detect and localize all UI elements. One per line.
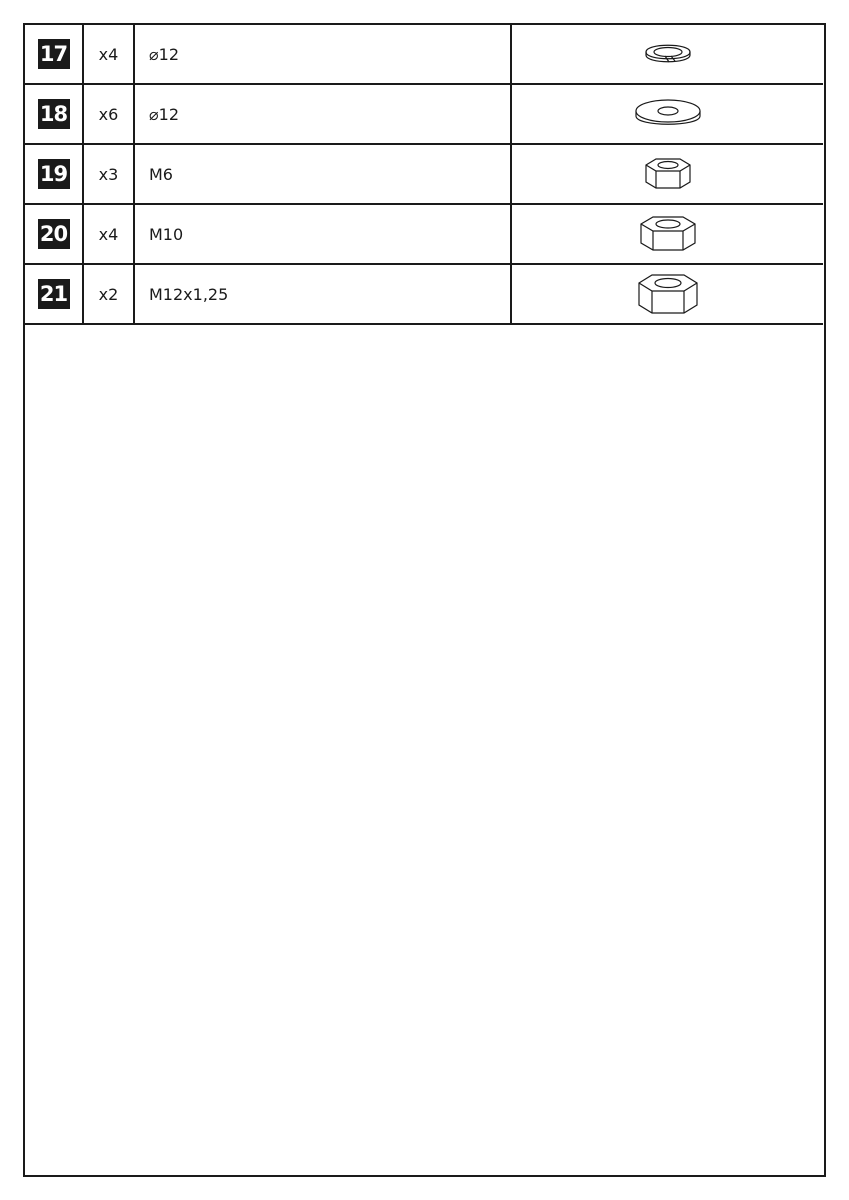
part-number-badge: 18 <box>38 99 70 129</box>
quantity-cell <box>83 25 134 84</box>
part-number-badge: 20 <box>38 219 70 249</box>
part-image-cell <box>511 204 823 264</box>
part-number-badge: 21 <box>38 279 70 309</box>
part-number-badge: 17 <box>38 39 70 69</box>
part-spec: M6 <box>149 164 173 184</box>
part-number-cell <box>25 204 83 264</box>
parts-table <box>25 25 823 325</box>
table-row <box>25 264 823 324</box>
spec-cell <box>134 84 511 144</box>
parts-sheet <box>23 23 826 1177</box>
table-row <box>25 204 823 264</box>
part-image-cell <box>511 264 823 324</box>
quantity-cell <box>83 264 134 324</box>
spring-washer-icon <box>638 37 698 71</box>
spec-cell <box>134 144 511 204</box>
hex-nut-medium-icon <box>638 212 698 256</box>
quantity-cell <box>83 204 134 264</box>
part-number-cell <box>25 84 83 144</box>
hex-nut-large-icon <box>636 270 700 318</box>
part-image-cell <box>511 84 823 144</box>
part-quantity: x3 <box>98 164 119 184</box>
flat-washer-icon <box>633 94 703 134</box>
table-row <box>25 84 823 144</box>
part-spec: M12x1,25 <box>149 284 229 304</box>
part-number-cell <box>25 25 83 84</box>
part-spec: M10 <box>149 224 184 244</box>
table-row <box>25 144 823 204</box>
part-spec: ⌀12 <box>149 44 179 64</box>
part-quantity: x2 <box>98 284 119 304</box>
part-image-cell <box>511 25 823 84</box>
quantity-cell <box>83 84 134 144</box>
part-image-cell <box>511 144 823 204</box>
spec-cell <box>134 25 511 84</box>
hex-nut-small-icon <box>642 154 694 194</box>
quantity-cell <box>83 144 134 204</box>
part-number-cell <box>25 144 83 204</box>
spec-cell <box>134 204 511 264</box>
part-quantity: x4 <box>98 44 119 64</box>
part-number-cell <box>25 264 83 324</box>
spec-cell <box>134 264 511 324</box>
part-spec: ⌀12 <box>149 104 179 124</box>
table-row <box>25 25 823 84</box>
part-quantity: x4 <box>98 224 119 244</box>
part-number-badge: 19 <box>38 159 70 189</box>
part-quantity: x6 <box>98 104 119 124</box>
